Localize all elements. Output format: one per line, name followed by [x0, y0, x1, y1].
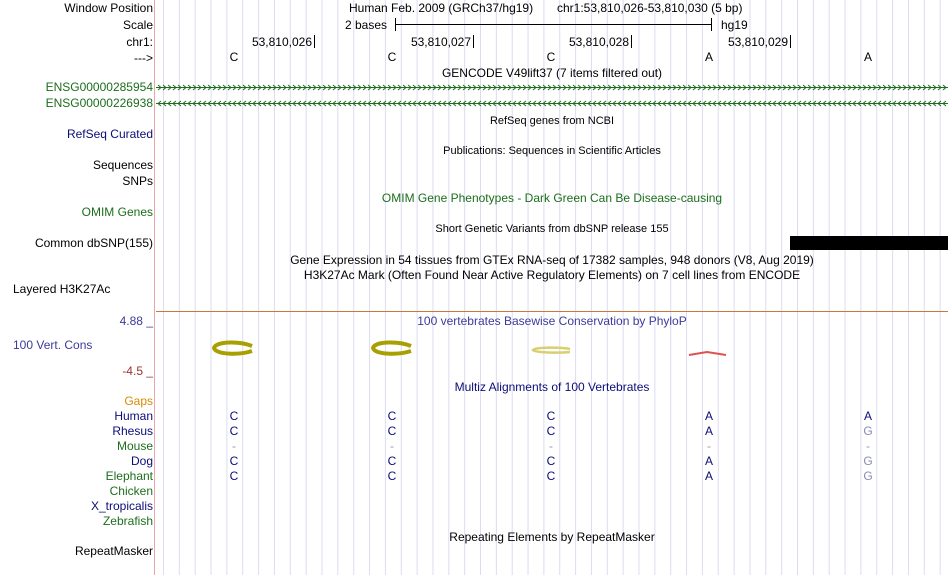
alignment-base: A [704, 469, 714, 483]
species-label-chicken[interactable]: Chicken [109, 484, 153, 498]
position-readout: chr1:53,810,026-53,810,030 (5 bp) [557, 1, 743, 15]
alignment-base: C [546, 469, 556, 483]
track-title-h3k27ac[interactable]: H3K27Ac Mark (Often Found Near Active Regulatory Elements) on 7 cell lines from ENCODE [303, 268, 801, 282]
conservation-max-label: 4.88 _ [119, 314, 153, 328]
alignment-base: A [704, 454, 714, 468]
alignment-base: A [863, 409, 873, 423]
track-label-gaps[interactable]: Gaps [124, 394, 153, 408]
conservation-min-label: -4.5 _ [122, 364, 153, 378]
alignment-base: C [387, 409, 397, 423]
scale-text: 2 bases [345, 18, 388, 32]
alignment-base: - [390, 439, 394, 453]
alignment-base: - [866, 439, 870, 453]
alignment-base: C [546, 454, 556, 468]
gene-label-ensg2[interactable]: ENSG00000226938 [45, 96, 153, 110]
track-label-conservation[interactable]: 100 Vert. Cons [13, 338, 93, 352]
track-title-refseq[interactable]: RefSeq genes from NCBI [489, 115, 615, 127]
track-title-publications[interactable]: Publications: Sequences in Scientific Articles [443, 145, 661, 157]
alignment-base: C [229, 424, 239, 438]
reference-base: A [863, 50, 873, 64]
alignment-base: - [549, 439, 553, 453]
alignment-base: C [229, 409, 239, 423]
reference-base: C [387, 50, 397, 64]
track-title-omim[interactable]: OMIM Gene Phenotypes - Dark Green Can Be Disease-causing [381, 191, 723, 205]
coord-label: 53,810,027 [410, 35, 471, 49]
track-title-repeatmasker[interactable]: Repeating Elements by RepeatMasker [449, 530, 655, 544]
alignment-base: - [707, 439, 711, 453]
species-label-x_tropicalis[interactable]: X_tropicalis [90, 499, 153, 513]
track-title-dbsnp[interactable]: Short Genetic Variants from dbSNP release 155 [435, 223, 669, 235]
logo-c-glyph [533, 348, 570, 353]
species-label-human[interactable]: Human [114, 409, 153, 423]
logo-c-glyph [214, 342, 252, 353]
alignment-base: C [546, 424, 556, 438]
alignment-base: C [387, 469, 397, 483]
logo-a-glyph [689, 352, 726, 355]
assembly-title: Human Feb. 2009 (GRCh37/hg19) [349, 1, 534, 15]
reference-base: C [546, 50, 556, 64]
coord-label: 53,810,028 [568, 35, 629, 49]
track-label-refseq[interactable]: RefSeq Curated [66, 127, 153, 141]
coord-label: 53,810,026 [251, 35, 312, 49]
track-label-snps[interactable]: SNPs [122, 174, 153, 188]
gene-label-ensg1[interactable]: ENSG00000285954 [45, 80, 153, 94]
database-name: hg19 [721, 18, 748, 32]
alignment-base: C [387, 454, 397, 468]
reference-base: A [704, 50, 714, 64]
track-label-repeatmasker[interactable]: RepeatMasker [74, 544, 153, 558]
track-label-omim[interactable]: OMIM Genes [81, 205, 153, 219]
track-label-sequences[interactable]: Sequences [92, 158, 153, 172]
track-label-dbsnp[interactable]: Common dbSNP(155) [34, 236, 153, 250]
alignment-base: A [704, 424, 714, 438]
track-title-multiz[interactable]: Multiz Alignments of 100 Vertebrates [454, 380, 650, 394]
alignment-base: A [704, 409, 714, 423]
logo-c-glyph [373, 342, 411, 353]
coord-label: 53,810,029 [727, 35, 788, 49]
window-position-label: Window Position [64, 1, 153, 15]
track-label-h3k27ac[interactable]: Layered H3K27Ac [13, 282, 111, 296]
alignment-base: G [863, 454, 873, 468]
species-label-dog[interactable]: Dog [130, 454, 153, 468]
alignment-base: C [229, 469, 239, 483]
alignment-base: G [863, 469, 873, 483]
alignment-base: G [863, 424, 873, 438]
alignment-base: - [232, 439, 236, 453]
alignment-base: C [229, 454, 239, 468]
species-label-elephant[interactable]: Elephant [105, 469, 153, 483]
reference-base: C [229, 50, 239, 64]
dbsnp-variant-bar[interactable] [790, 236, 948, 250]
strand-label: ---> [134, 51, 153, 65]
species-label-zebrafish[interactable]: Zebrafish [102, 514, 153, 528]
scale-label: Scale [122, 18, 153, 32]
track-title-gencode[interactable]: GENCODE V49lift37 (7 items filtered out) [441, 66, 663, 80]
chromosome-label: chr1: [126, 35, 153, 49]
species-label-mouse[interactable]: Mouse [116, 439, 153, 453]
species-label-rhesus[interactable]: Rhesus [112, 424, 153, 438]
alignment-base: C [546, 409, 556, 423]
alignment-base: C [387, 424, 397, 438]
track-title-phylop[interactable]: 100 vertebrates Basewise Conservation by PhyloP [417, 314, 687, 328]
track-title-gtex[interactable]: Gene Expression in 54 tissues from GTEx RNA-seq of 17382 samples, 948 donors (V8, Aug 2019) [290, 253, 814, 267]
